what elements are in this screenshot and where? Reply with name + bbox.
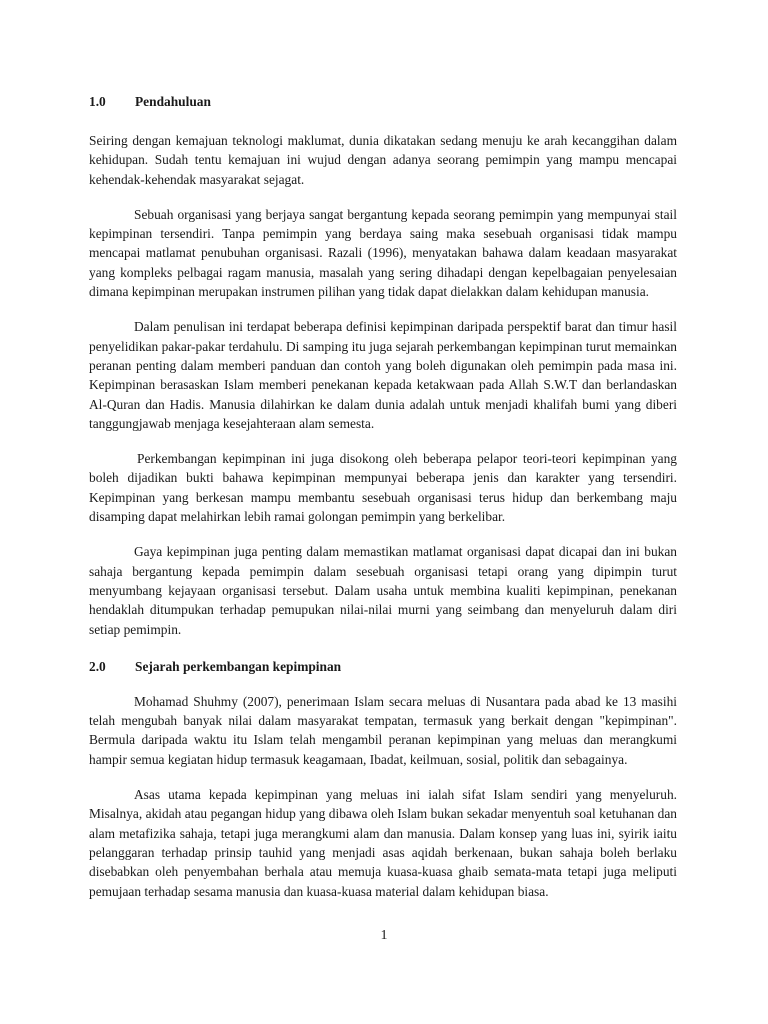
paragraph: Gaya kepimpinan juga penting dalam memastikan matlamat organisasi dapat dicapai dan ini bukan sahaja bergantung kepada pemimpin dalam sesebuah organisasi tetapi orang yang dipimpin turut menyumbang kejayaan organisasi tersebut. Dalam usaha untuk membina kualiti kepimpinan, penekanan hendaklah ditumpukan terhadap pemupukan nilai-nilai murni yang seimbang dan menyeluruh dalam diri setiap pemimpin. — [89, 544, 677, 637]
paragraph: Asas utama kepada kepimpinan yang meluas ini ialah sifat Islam sendiri yang menyeluruh. Misalnya, akidah atau pegangan hidup yang dibawa oleh Islam bukan sekadar menyentuh soal ketuhanan dan alam metafizika sahaja, tetapi juga merangkumi alam dan manusia. Dalam konsep yang luas ini, syirik iaitu pelanggaran terhadap prinsip tauhid yang menjadi asas aqidah berkenaan, bukan sahaja boleh berlaku disebabkan oleh penyembahan berhala atau memuja kuasa-kuasa ghaib semata-mata tetapi juga meliputi pemujaan terhadap sesama manusia dan kuasa-kuasa material dalam kehidupan biasa. — [89, 787, 677, 899]
section-title: Sejarah perkembangan kepimpinan — [135, 658, 342, 674]
section-heading-introduction — [89, 92, 677, 111]
document-body — [89, 92, 677, 901]
section-number: 1.0 — [89, 94, 106, 109]
paragraph: Dalam penulisan ini terdapat beberapa definisi kepimpinan daripada perspektif barat dan timur hasil penyelidikan pakar-pakar terdahulu. Di samping itu juga sejarah perkembangan kepimpinan turut memainkan peranan penting dalam memberi panduan dan contoh yang boleh digunakan oleh pemimpin pada masa ini. Kepimpinan berasaskan Islam memberi penekanan kepada ketakwaan pada Allah S.W.T dan berlandaskan Al-Quran dan Hadis. Manusia dilahirkan ke dalam dunia adalah untuk menjadi khalifah bumi yang diberi tanggungjawab menjaga kesejahteraan alam semesta. — [89, 319, 677, 431]
section-title: Pendahuluan — [135, 94, 211, 109]
page-number: 1 — [380, 928, 388, 943]
paragraph: Mohamad Shuhmy (2007), penerimaan Islam secara meluas di Nusantara pada abad ke 13 masihi telah mengubah banyak nilai dalam masyarakat tempatan, termasuk yang berkait dengan "kepimpinan". Bermula daripada waktu itu Islam telah mengambil peranan kepimpinan yang meluas dan merangkumi hampir semua kegiatan hidup termasuk keagamaan, Ibadat, keilmuan, sosial, politik dan sebagainya. — [89, 693, 677, 767]
paragraph: Seiring dengan kemajuan teknologi maklumat, dunia dikatakan sedang menuju ke arah kecanggihan dalam kehidupan. Sudah tentu kemajuan ini wujud dengan adanya seorang pemimpin yang mampu mencapai kehendak-kehendak masyarakat sejagat. — [89, 133, 677, 187]
paragraph: Perkembangan kepimpinan ini juga disokong oleh beberapa pelapor teori-teori kepimpinan yang boleh dijadikan bukti bahawa kepimpinan mempunyai beberapa jenis dan karakter yang tersendiri. Kepimpinan yang berkesan mampu membantu sesebuah organisasi terus hidup dan berkembang maju disamping dapat melahirkan lebih ramai golongan pemimpin yang berkelibar. — [89, 451, 677, 525]
paragraph: Sebuah organisasi yang berjaya sangat bergantung kepada seorang pemimpin yang mempunyai stail kepimpinan tersendiri. Tanpa pemimpin yang berdaya saing maka sesebuah organisasi tidak mampu mencapai matlamat penubuhan organisasi. Razali (1996), menyatakan bahawa dalam keadaan masyarakat yang kompleks pelbagai ragam manusia, masalah yang sering dihadapi dengan kepelbagaian penyelesaian dimana kepimpinan merupakan instrumen pilihan yang tidak dapat dielakkan dalam kehidupan manusia. — [89, 206, 677, 300]
section-number: 2.0 — [89, 658, 106, 674]
section-heading-history — [89, 657, 677, 676]
